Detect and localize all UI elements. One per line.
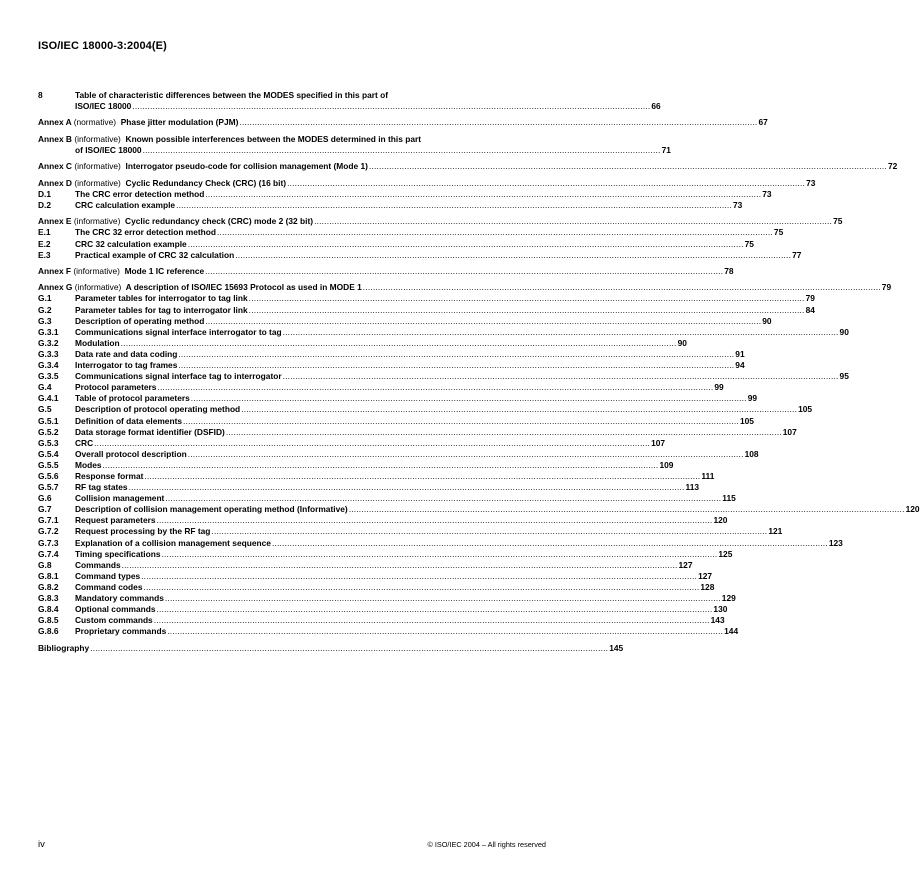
toc-entry-page: 72 <box>887 161 898 172</box>
toc-entry-annex-a[interactable] <box>38 117 768 128</box>
dot-leader: ............................................................................................................................................................................................................................ <box>211 526 768 537</box>
dot-leader: ............................................................................................................................................................................................................................ <box>217 227 773 238</box>
toc-entry-title: Description of collision management operating method (Informative) <box>75 504 348 515</box>
toc-entry-number: G.8.3 <box>38 593 59 604</box>
dot-leader: ............................................................................................................................................................................................................................ <box>176 199 732 210</box>
toc-entry-title: Response format <box>75 470 144 481</box>
annex-label: Annex D <box>38 177 72 188</box>
toc-entry-number: G.8.4 <box>38 604 59 615</box>
toc-entry-title: Mandatory commands <box>75 593 164 604</box>
toc-entry-page: 113 <box>685 482 700 493</box>
toc-subentry[interactable] <box>38 526 783 537</box>
dot-leader: ............................................................................................................................................................................................................................ <box>161 548 718 559</box>
toc-entry-number: G.3 <box>38 315 52 326</box>
annex-title: Cyclic redundancy check (CRC) mode 2 (32 bit) <box>125 216 314 227</box>
toc-entry-page: 90 <box>839 326 849 337</box>
dot-leader: ............................................................................................................................................................................................................. <box>90 642 609 653</box>
dot-leader: ............................................................................................................................................................................................................................ <box>156 604 713 615</box>
toc-subentry[interactable] <box>38 570 713 582</box>
page-number-roman: iv <box>38 839 45 850</box>
toc-entry-number: G.3.3 <box>38 348 59 359</box>
toc-subentry[interactable] <box>38 437 666 449</box>
dot-leader: ............................................................................................................................................................................................................................ <box>153 615 710 626</box>
toc-entry-title: The CRC 32 error detection method <box>75 227 217 238</box>
toc-entry-page: 94 <box>735 360 745 371</box>
dot-leader: ............................................................................................................................................................................................................. <box>362 282 881 293</box>
toc-entry-page: 75 <box>833 216 843 227</box>
toc-entry-number: G.8.5 <box>38 615 59 626</box>
toc-entry-page: 107 <box>782 426 797 437</box>
dot-leader: ............................................................................................................................................................................................................................ <box>121 559 678 570</box>
dot-leader: ............................................................................................................................................................................................................................ <box>141 570 698 581</box>
toc-entry-title-cont: ISO/IEC 18000 <box>75 101 132 112</box>
toc-entry-page: 144 <box>724 626 739 637</box>
toc-entry-number: G.2 <box>38 304 52 315</box>
toc-entry-page: 120 <box>905 504 920 515</box>
dot-leader: ............................................................................................................................................................................................................................ <box>156 515 713 526</box>
toc-entry-number: G.5.4 <box>38 448 59 459</box>
toc-entry-page: 78 <box>724 266 734 276</box>
toc-subentry[interactable] <box>38 315 772 327</box>
toc-subentry[interactable] <box>38 348 745 360</box>
toc-entry-page: 67 <box>758 117 768 128</box>
toc-entry-page: 105 <box>739 415 754 426</box>
dot-leader: ............................................................................................................................................................................................................................ <box>241 404 798 415</box>
toc-subentry[interactable] <box>38 448 759 460</box>
annex-title: Interrogator pseudo-code for collision management (Mode 1) <box>125 161 368 172</box>
dot-leader: ............................................................................................................................................................................................................................ <box>102 459 659 470</box>
dot-leader: ............................................................................................................................................................................................................. <box>287 177 806 188</box>
toc-entry-number: G.5.6 <box>38 470 59 481</box>
dot-leader: ............................................................................................................................................................................................................................ <box>183 415 739 426</box>
dot-leader: ............................................................................................................................................................................................................................ <box>248 304 805 315</box>
annex-title: Known possible interferences between the MODES determined in this part <box>125 133 422 144</box>
toc-entry-title: Protocol parameters <box>75 382 157 393</box>
annex-heading <box>38 134 421 145</box>
toc-entry-number: 8 <box>38 90 43 100</box>
toc-entry-number: G.4 <box>38 382 52 393</box>
toc-entry-page: 145 <box>609 642 624 653</box>
toc-entry-title: Explanation of a collision management sequence <box>75 537 271 548</box>
toc-entry-page: 108 <box>744 448 759 459</box>
annex-e-subentries <box>38 227 802 260</box>
dot-leader: ............................................................................................................................................................................................................................ <box>167 626 724 637</box>
toc-subentry[interactable] <box>38 249 802 261</box>
toc-entry-page: 125 <box>718 548 733 559</box>
toc-entry-title: Command types <box>75 570 141 581</box>
toc-entry-title: CRC calculation example <box>75 199 176 210</box>
toc-entry-page: 99 <box>714 382 724 393</box>
toc-entry-page: 130 <box>713 604 728 615</box>
toc-entry-number: G.3.1 <box>38 326 59 337</box>
annex-g-subentries <box>38 293 920 637</box>
dot-leader: ............................................................................................................................................................................................................................ <box>348 504 905 515</box>
toc-entry-title: CRC <box>75 437 94 448</box>
toc-entry-page: 123 <box>828 537 843 548</box>
toc-entry-title: Proprietary commands <box>75 626 167 637</box>
toc-entry-page: 143 <box>710 615 725 626</box>
toc-subentry[interactable] <box>38 404 813 415</box>
toc-entry-title: Modes <box>75 459 102 470</box>
toc-entry-title: Commands <box>75 559 121 570</box>
toc-entry-bibliography[interactable] <box>38 642 624 654</box>
dot-leader: ............................................................................................................................................................................................................................ <box>143 581 700 592</box>
toc-entry-title: Bibliography <box>38 642 90 653</box>
toc-subentry[interactable] <box>38 548 733 560</box>
dot-leader: ............................................................................................................................................................................................................................ <box>187 238 744 249</box>
toc-subentry[interactable] <box>38 626 739 637</box>
toc-entry-number: G.5.3 <box>38 437 59 448</box>
toc-entry-page: 73 <box>732 199 743 210</box>
dot-leader: ............................................................................................................................................................................................................. <box>132 101 651 112</box>
annex-type: (normative) <box>73 117 117 128</box>
toc-subentry[interactable] <box>38 504 920 515</box>
toc-entry-number: G.3.4 <box>38 360 59 371</box>
toc-entry-page: 128 <box>700 581 715 592</box>
toc-entry-number: G.4.1 <box>38 393 59 404</box>
toc-entry-title: Interrogator to tag frames <box>75 360 178 371</box>
toc-entry-title: Table of characteristic differences between the MODES specified in this part of <box>75 90 389 100</box>
toc-subentry[interactable] <box>38 293 815 304</box>
dot-leader: ............................................................................................................................................................................................................................ <box>225 426 782 437</box>
toc-subentry[interactable] <box>38 615 725 626</box>
toc-entry-page: 99 <box>747 393 758 404</box>
dot-leader: ............................................................................................................................................................................................................................ <box>178 360 735 371</box>
toc-entry-number: G.7.2 <box>38 526 59 537</box>
dot-leader: ............................................................................................................................................................................................................................ <box>282 326 839 337</box>
toc-subentry[interactable] <box>38 515 728 526</box>
annex-heading <box>38 117 238 128</box>
toc-entry-page: 73 <box>762 188 772 199</box>
dot-leader: ............................................................................................................................................................................................................................ <box>120 337 677 348</box>
toc-entry-title: Definition of data elements <box>75 415 183 426</box>
toc-entry-page: 77 <box>792 249 802 260</box>
annex-title: A description of ISO/IEC 15693 Protocol as used in MODE 1 <box>125 282 362 293</box>
dot-leader: ............................................................................................................................................................................................................................ <box>235 249 792 260</box>
toc-entry-title: CRC 32 calculation example <box>75 238 187 249</box>
annex-type: (informative) <box>73 266 120 276</box>
toc-entry-number: G.8.2 <box>38 581 59 592</box>
toc-entry-number: E.2 <box>38 238 51 249</box>
toc-entry-page: 84 <box>805 304 815 315</box>
dot-leader: ............................................................................................................................................................................................................................ <box>205 188 762 199</box>
toc-entry-number: G.5.7 <box>38 482 59 493</box>
dot-leader: ............................................................................................................................................................................................................. <box>239 117 758 128</box>
toc-entry-title: Optional commands <box>75 604 156 615</box>
toc-entry-page: 95 <box>839 371 849 382</box>
toc-entry-number: G.8 <box>38 559 52 570</box>
toc-entry-page: 75 <box>744 238 754 249</box>
toc-entry-page: 73 <box>806 177 816 188</box>
toc-entry-page: 115 <box>722 493 736 504</box>
toc-entry-section-8[interactable] <box>38 90 661 112</box>
toc-entry-number: E.1 <box>38 227 51 238</box>
toc-entry-number: G.7.3 <box>38 537 59 548</box>
annex-heading <box>38 161 368 172</box>
toc-entry-page: 90 <box>677 337 687 348</box>
dot-leader: ............................................................................................................................................................................................................. <box>142 144 661 155</box>
toc-subentry[interactable] <box>38 238 754 250</box>
toc-entry-number: E.3 <box>38 249 51 260</box>
toc-entry-number: G.8.1 <box>38 570 59 581</box>
toc-entry-number: G.6 <box>38 493 52 504</box>
annex-title: Phase jitter modulation (PJM) <box>120 117 239 128</box>
toc-entry-title: Parameter tables for interrogator to tag link <box>75 293 248 304</box>
table-of-contents <box>38 90 920 654</box>
dot-leader: ............................................................................................................................................................................................................................ <box>190 393 747 404</box>
toc-entry-annex-b[interactable] <box>38 133 671 156</box>
toc-entry-number: G.5.5 <box>38 459 59 470</box>
dot-leader: ............................................................................................................................................................................................................................ <box>157 382 714 393</box>
toc-entry-title: Communications signal interface tag to interrogator <box>75 371 282 382</box>
toc-entry-title: Timing specifications <box>75 548 161 559</box>
toc-entry-number: G.3.5 <box>38 371 59 382</box>
toc-subentry[interactable] <box>38 227 784 238</box>
toc-subentry[interactable] <box>38 326 849 338</box>
toc-subentry[interactable] <box>38 470 715 482</box>
annex-type: (informative) <box>74 177 121 188</box>
annex-heading <box>38 266 204 277</box>
toc-entry-number: G.5.1 <box>38 415 59 426</box>
toc-entry-page: 75 <box>773 227 784 238</box>
annex-label: Annex B <box>38 133 72 144</box>
toc-entry-number: G.7.1 <box>38 515 59 526</box>
toc-entry-number: D.2 <box>38 199 52 210</box>
toc-entry-title: Parameter tables for tag to interrogator link <box>75 304 248 315</box>
toc-entry-number: G.8.6 <box>38 626 59 637</box>
dot-leader: ............................................................................................................................................................................................................................ <box>178 348 735 359</box>
toc-subentry[interactable] <box>38 337 687 349</box>
toc-subentry[interactable] <box>38 537 843 549</box>
toc-entry-title: Description of protocol operating method <box>75 404 241 415</box>
copyright-notice: © ISO/IEC 2004 – All rights reserved <box>427 840 546 849</box>
toc-entry-title: Modulation <box>75 337 120 348</box>
dot-leader: ............................................................................................................................................................................................................. <box>314 216 833 227</box>
annex-label: Annex E <box>38 216 72 227</box>
toc-entry-number: G.1 <box>38 293 52 304</box>
dot-leader: ............................................................................................................................................................................................................. <box>368 161 887 172</box>
toc-subentry[interactable] <box>38 199 743 211</box>
toc-entry-title: Request parameters <box>75 515 156 526</box>
toc-entry-page: 129 <box>721 593 736 604</box>
toc-subentry[interactable] <box>38 559 693 571</box>
dot-leader: ............................................................................................................................................................................................................................ <box>165 493 722 504</box>
annex-label: Annex G <box>38 282 73 293</box>
document-id-header: ISO/IEC 18000-3:2004(E) <box>38 40 167 52</box>
dot-leader: ............................................................................................................................................................................................................................ <box>271 537 828 548</box>
toc-entry-page: 127 <box>698 570 713 581</box>
toc-subentry[interactable] <box>38 360 745 371</box>
dot-leader: ............................................................................................................................................................................................................................ <box>248 293 805 304</box>
toc-entry-title: Overall protocol description <box>75 448 187 459</box>
toc-entry-title: Custom commands <box>75 615 153 626</box>
toc-entry-number: G.5 <box>38 404 52 415</box>
toc-entry-page: 91 <box>735 348 745 359</box>
annex-title-cont: of ISO/IEC 18000 <box>75 144 142 155</box>
toc-entry-title: Data rate and data coding <box>75 348 178 359</box>
toc-entry-page: 90 <box>762 315 772 326</box>
toc-entry-page: 107 <box>651 437 666 448</box>
dot-leader: ............................................................................................................................................................................................................................ <box>205 315 762 326</box>
toc-entry-title: Command codes <box>75 581 143 592</box>
toc-entry-number: G.3.2 <box>38 337 59 348</box>
toc-entry-title: Description of operating method <box>75 315 205 326</box>
annex-label: Annex C <box>38 161 72 172</box>
toc-entry-annex-f[interactable] <box>38 266 734 277</box>
toc-entry-page: 71 <box>661 144 671 155</box>
annex-label: Annex F <box>38 266 72 276</box>
toc-entry-page: 105 <box>798 404 813 415</box>
toc-entry-title: Request processing by the RF tag <box>75 526 211 537</box>
toc-subentry[interactable] <box>38 604 728 615</box>
toc-subentry[interactable] <box>38 371 849 382</box>
toc-entry-title: RF tag states <box>75 482 128 493</box>
dot-leader: ............................................................................................................................................................................................................................ <box>128 482 685 493</box>
toc-subentry[interactable] <box>38 459 674 471</box>
toc-entry-title: Communications signal interface interrogator to tag <box>75 326 282 337</box>
toc-subentry[interactable] <box>38 188 772 200</box>
annex-type: (informative) <box>74 133 121 144</box>
toc-entry-page: 120 <box>713 515 728 526</box>
dot-leader: ............................................................................................................................................................................................................................ <box>164 593 721 604</box>
toc-subentry[interactable] <box>38 304 815 316</box>
annex-title: Mode 1 IC reference <box>124 266 205 276</box>
toc-entry-title: Table of protocol parameters <box>75 393 190 404</box>
annex-title: Cyclic Redundancy Check (CRC) (16 bit) <box>125 177 287 188</box>
toc-entry-number: G.5.2 <box>38 426 59 437</box>
annex-heading <box>38 216 313 227</box>
toc-subentry[interactable] <box>38 581 715 593</box>
toc-subentry[interactable] <box>38 482 700 493</box>
toc-entry-title: Data storage format identifier (DSFID) <box>75 426 225 437</box>
toc-subentry[interactable] <box>38 382 724 393</box>
toc-entry-page: 79 <box>805 293 815 304</box>
annex-type: (informative) <box>74 282 122 293</box>
toc-subentry[interactable] <box>38 415 754 427</box>
toc-entry-page: 79 <box>881 282 892 293</box>
toc-subentry[interactable] <box>38 393 758 404</box>
annex-type: (informative) <box>74 161 121 172</box>
toc-entry-title: Practical example of CRC 32 calculation <box>75 249 235 260</box>
dot-leader: ............................................................................................................................................................................................................................ <box>282 371 839 382</box>
toc-entry-annex-c[interactable] <box>38 161 898 172</box>
toc-entry-number: D.1 <box>38 188 52 199</box>
toc-entry-annex-e[interactable] <box>38 216 843 227</box>
dot-leader: ............................................................................................................................................................................................................................ <box>144 470 701 481</box>
annex-label: Annex A <box>38 117 72 128</box>
toc-entry-title: The CRC error detection method <box>75 188 205 199</box>
annex-heading <box>38 178 286 189</box>
toc-entry-page: 111 <box>701 470 715 481</box>
toc-subentry[interactable] <box>38 493 736 504</box>
dot-leader: ............................................................................................................................................................................................................. <box>205 266 724 276</box>
toc-entry-number: G.7.4 <box>38 548 59 559</box>
toc-entry-page: 121 <box>768 526 783 537</box>
annex-type: (informative) <box>73 216 121 227</box>
toc-subentry[interactable] <box>38 426 797 438</box>
annex-heading <box>38 282 362 293</box>
toc-entry-page: 66 <box>651 101 661 112</box>
toc-entry-page: 127 <box>678 559 693 570</box>
toc-entry-number: G.7 <box>38 504 52 515</box>
toc-entry-annex-d[interactable] <box>38 177 816 189</box>
annex-d-subentries <box>38 188 772 211</box>
toc-entry-page: 109 <box>659 459 674 470</box>
toc-entry-annex-g[interactable] <box>38 282 892 293</box>
dot-leader: ............................................................................................................................................................................................................................ <box>187 448 744 459</box>
toc-subentry[interactable] <box>38 593 736 604</box>
toc-entry-title: Collision management <box>75 493 165 504</box>
dot-leader: ............................................................................................................................................................................................................................ <box>94 437 651 448</box>
